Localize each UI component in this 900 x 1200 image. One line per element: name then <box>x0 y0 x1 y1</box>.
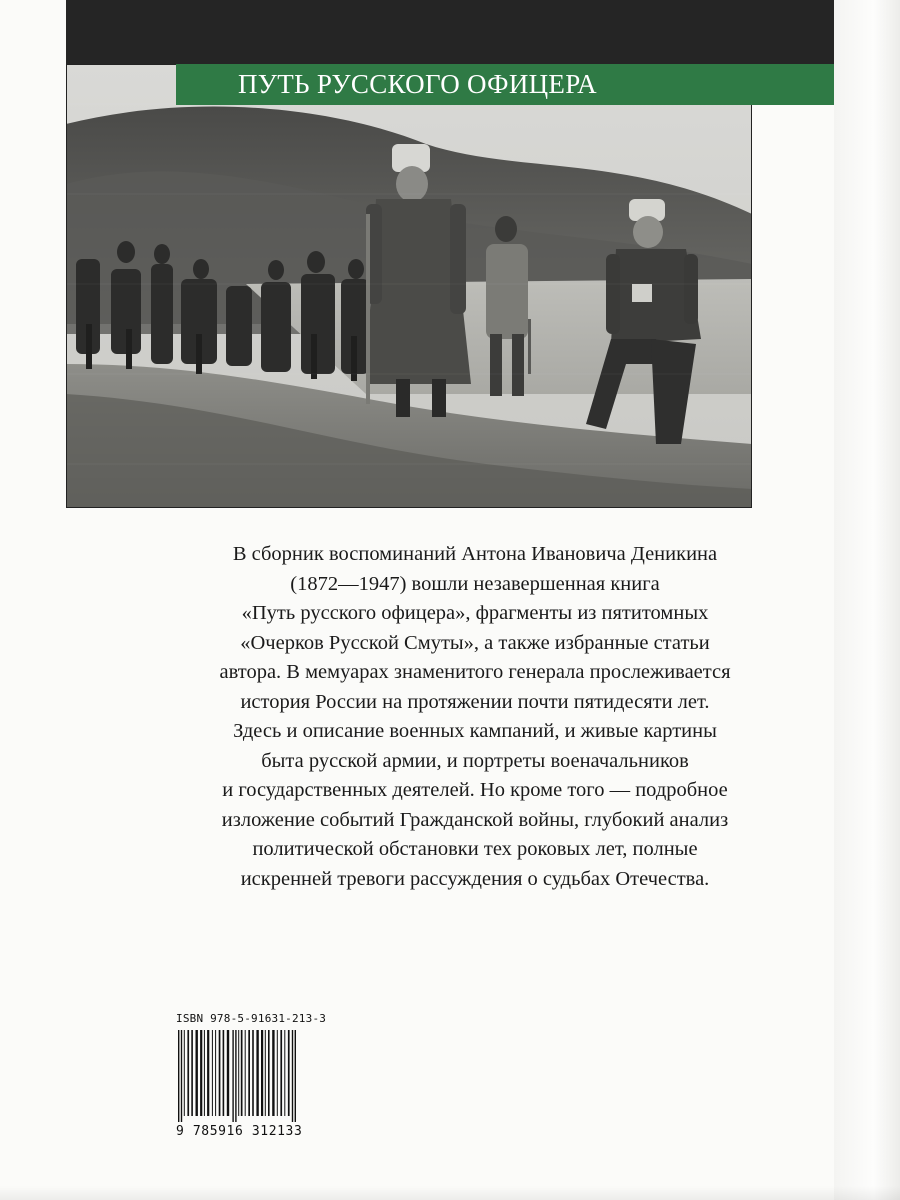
barcode-bar <box>284 1030 285 1116</box>
barcode-bar <box>184 1030 185 1116</box>
barcode-bar <box>215 1030 216 1116</box>
barcode-bar <box>204 1030 205 1116</box>
barcode-bar <box>219 1030 221 1116</box>
barcode-bar <box>288 1030 290 1116</box>
barcode-bar <box>277 1030 278 1116</box>
barcode-bar <box>223 1030 225 1116</box>
barcode-bar <box>187 1030 189 1116</box>
archival-photo <box>66 64 752 508</box>
barcode-digits: 9 785916 312133 <box>176 1124 303 1139</box>
barcode-bar <box>245 1030 246 1116</box>
barcode-bar <box>212 1030 213 1116</box>
series-banner <box>176 64 834 105</box>
barcode <box>176 1030 322 1122</box>
series-title: ПУТЬ РУССКОГО ОФИЦЕРА <box>238 69 597 99</box>
barcode-bar <box>252 1030 254 1116</box>
barcode-bar <box>181 1030 182 1122</box>
barcode-bar <box>227 1030 229 1116</box>
barcode-bar <box>191 1030 193 1116</box>
barcode-bar <box>256 1030 258 1116</box>
barcode-bar <box>196 1030 198 1116</box>
annotation-line: В сборник воспоминаний Антона Ивановича Деникина <box>232 543 718 565</box>
annotation-line: Здесь и описание военных кампаний, и живые картины <box>233 720 717 742</box>
annotation-line: «Путь русского офицера», фрагменты из пятитомных <box>241 602 709 624</box>
barcode-bar <box>292 1030 293 1122</box>
barcode-bar <box>268 1030 270 1116</box>
top-dark-band <box>66 0 834 64</box>
barcode-bar <box>280 1030 282 1116</box>
barcode-bar <box>265 1030 266 1116</box>
barcode-bar <box>235 1030 236 1122</box>
barcode-bar <box>232 1030 233 1122</box>
annotation-line: «Очерков Русской Смуты», а также избранные статьи <box>240 631 710 654</box>
cover-edge <box>834 0 900 1200</box>
isbn-label: ISBN 978-5-91631-213-3 <box>176 1012 327 1025</box>
annotation-line: (1872—1947) вошли незавершенная книга <box>290 572 660 595</box>
annotation-line: политической обстановки тех роковых лет, полные <box>252 838 698 860</box>
barcode-bar <box>272 1030 274 1116</box>
barcode-bar <box>241 1030 243 1116</box>
annotation-line: история России на протяжении почти пятидесяти лет. <box>240 690 710 713</box>
barcode-bar <box>207 1030 209 1116</box>
annotation-line: изложение событий Гражданской войны, глубокий анализ <box>221 808 729 831</box>
annotation-line: искренней тревоги рассуждения о судьбах Отечества. <box>240 867 710 890</box>
barcode-bar <box>238 1030 239 1116</box>
annotation-text <box>175 540 775 894</box>
barcode-bar <box>248 1030 250 1116</box>
barcode-bar <box>261 1030 263 1116</box>
annotation-line: быта русской армии, и портреты военачальников <box>261 749 689 772</box>
annotation-line: автора. В мемуарах знаменитого генерала прослеживается <box>219 661 731 683</box>
barcode-bar <box>200 1030 202 1116</box>
barcode-bar <box>178 1030 179 1122</box>
annotation-line: и государственных деятелей. Но кроме того — подробное <box>222 779 728 801</box>
barcode-bar <box>295 1030 296 1122</box>
bottom-shadow <box>0 1186 900 1200</box>
